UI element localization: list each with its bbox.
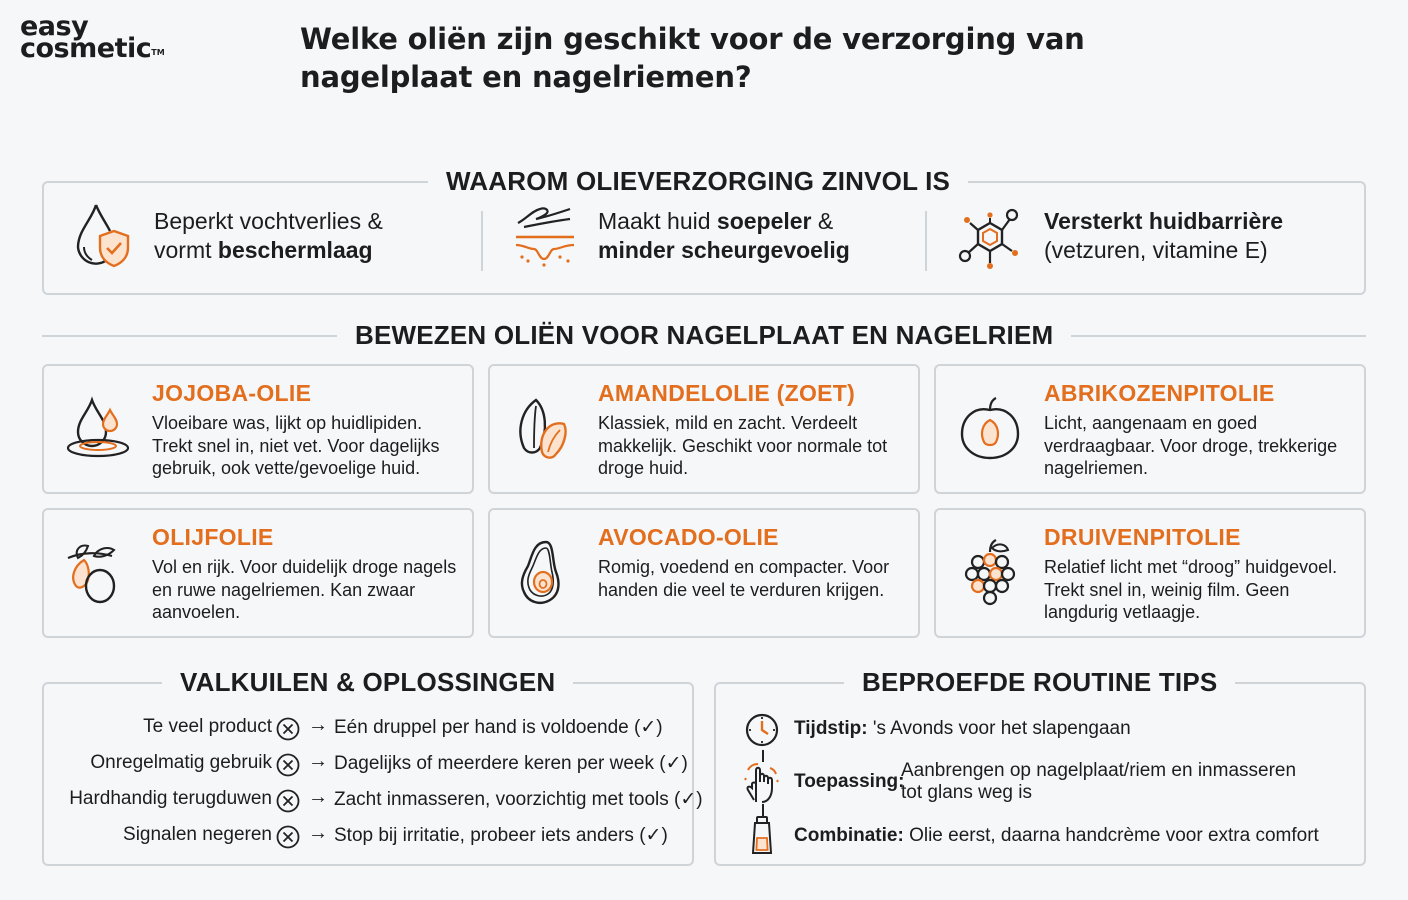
skin-layers-icon <box>514 201 576 271</box>
oil-desc: Licht, aangenaam en goed verdraagbaar. Voor droge, trekkerige nagelriemen. <box>1044 413 1338 478</box>
tip-application-text <box>901 760 1296 804</box>
why-barrier-line2: (vetzuren, vitamine E) <box>1044 237 1268 263</box>
oil-name: DRUIVENPITOLIE <box>1044 524 1241 550</box>
pitfall-solution: Dagelijks of meerdere keren per week (✓) <box>334 753 688 774</box>
timeline-connector <box>762 750 764 762</box>
divider <box>481 211 483 271</box>
tip-label: Toepassing: <box>794 771 905 792</box>
oil-name: JOJOBA-OLIE <box>152 380 312 406</box>
timeline-connector <box>762 804 764 816</box>
oil-desc: Romig, voedend en compacter. Voor handen die veel te verduren krijgen. <box>598 557 890 600</box>
tips-section <box>714 682 1366 866</box>
oil-name: ABRIKOZENPITOLIE <box>1044 380 1275 406</box>
why-moisture-line2: vormt <box>154 237 218 263</box>
why-supple-line2: minder scheurgevoelig <box>598 237 850 263</box>
oil-card-olive <box>42 508 474 638</box>
olive-icon <box>64 538 134 608</box>
divider <box>925 211 927 271</box>
oil-name: AVOCADO-OLIE <box>598 524 779 550</box>
oil-card-jojoba <box>42 364 474 494</box>
arrow-right-icon: → <box>308 714 328 736</box>
grapes-icon <box>956 538 1026 608</box>
pitfalls-title: VALKUILEN & OPLOSSINGEN <box>162 667 573 698</box>
oil-name: OLIJFOLIE <box>152 524 274 550</box>
pitfall-problem: Te veel product <box>143 716 272 737</box>
cross-circle-icon <box>276 717 300 741</box>
brand-line2: cosmetic <box>20 33 152 64</box>
why-title: WAAROM OLIEVERZORGING ZINVOL IS <box>428 166 968 197</box>
clock-icon <box>744 712 780 748</box>
why-barrier-bold: Versterkt huidbarrière <box>1044 208 1284 234</box>
arrow-right-icon: → <box>308 822 328 844</box>
oil-card-almond <box>488 364 920 494</box>
pitfall-solution: Stop bij irritatie, probeer iets anders (✓) <box>334 825 668 846</box>
cream-tube-icon <box>750 816 774 856</box>
oil-card-grapes <box>934 508 1366 638</box>
tip-text: tot glans weg is <box>901 782 1032 803</box>
tip-text: Aanbrengen op nagelplaat/riem en inmasseren <box>901 760 1297 781</box>
avocado-icon <box>510 538 580 608</box>
why-item-moisture <box>72 196 383 276</box>
cross-circle-icon <box>276 753 300 777</box>
arrow-right-icon: → <box>308 750 328 772</box>
why-supple-bold: soepeler <box>716 208 812 234</box>
pitfall-row <box>44 750 694 780</box>
tip-application-label <box>794 771 905 793</box>
arrow-right-icon: → <box>308 786 328 808</box>
page-title: Welke oliën zijn geschikt voor de verzorging van nagelplaat en nagelriemen? <box>300 22 1085 94</box>
tip-text: Olie eerst, daarna handcrème voor extra comfort <box>909 825 1319 846</box>
tip-combination <box>794 825 1319 847</box>
oil-desc: Vloeibare was, lijkt op huidlipiden. Trekt snel in, niet vet. Voor dagelijks gebruik, ook vette/gevoelige huid. <box>152 413 440 478</box>
oil-name: AMANDELOLIE (ZOET) <box>598 380 856 406</box>
pitfall-row <box>44 714 694 744</box>
oil-desc: Klassiek, mild en zacht. Verdeelt makkelijk. Geschikt voor normale tot droge huid. <box>598 413 888 478</box>
pitfall-solution: Zacht inmasseren, voorzichtig met tools (✓) <box>334 789 703 810</box>
pitfall-problem: Hardhandig terugduwen <box>69 788 272 809</box>
brand-line1: easy <box>20 11 89 42</box>
brand-logo <box>20 11 165 64</box>
hand-massage-icon <box>744 762 780 804</box>
tip-label: Tijdstip: <box>794 718 868 739</box>
pitfall-row <box>44 822 694 852</box>
oil-card-apricot <box>934 364 1366 494</box>
oils-rule-left <box>42 335 342 337</box>
molecule-icon <box>958 201 1022 271</box>
tips-title: BEPROEFDE ROUTINE TIPS <box>844 667 1235 698</box>
pitfalls-section <box>42 682 703 866</box>
pitfall-problem: Onregelmatig gebruik <box>90 752 272 773</box>
oil-desc: Vol en rijk. Voor duidelijk droge nagels en ruwe nagelriemen. Kan zwaar aanvoelen. <box>152 557 457 622</box>
why-item-supple <box>514 196 850 276</box>
tip-label: Combinatie: <box>794 825 904 846</box>
pitfall-solution: Eén druppel per hand is voldoende (✓) <box>334 717 663 738</box>
oil-card-avocado <box>488 508 920 638</box>
oils-rule-right <box>1066 335 1366 337</box>
why-moisture-bold: beschermlaag <box>217 237 373 263</box>
pitfall-problem: Signalen negeren <box>123 824 272 845</box>
why-supple-pre: Maakt huid <box>598 208 717 234</box>
tip-text: 's Avonds voor het slapengaan <box>872 718 1131 739</box>
oil-desc: Relatief licht met “droog” huidgevoel. Trekt snel in, weinig film. Geen langdurig vetlaagje. <box>1044 557 1338 622</box>
cross-circle-icon <box>276 825 300 849</box>
apricot-icon <box>956 394 1026 464</box>
cross-circle-icon <box>276 789 300 813</box>
why-item-barrier <box>958 196 1283 276</box>
brand-tm: TM <box>151 48 165 57</box>
jojoba-drop-icon <box>64 394 134 464</box>
almond-icon <box>510 394 580 464</box>
drop-shield-icon <box>72 201 132 271</box>
pitfall-row <box>44 786 703 816</box>
tip-timing <box>794 718 1131 740</box>
why-supple-post: & <box>811 208 834 234</box>
oils-title: BEWEZEN OLIËN VOOR NAGELPLAAT EN NAGELRIEM <box>337 320 1071 351</box>
why-moisture-line1: Beperkt vochtverlies & <box>154 208 383 234</box>
